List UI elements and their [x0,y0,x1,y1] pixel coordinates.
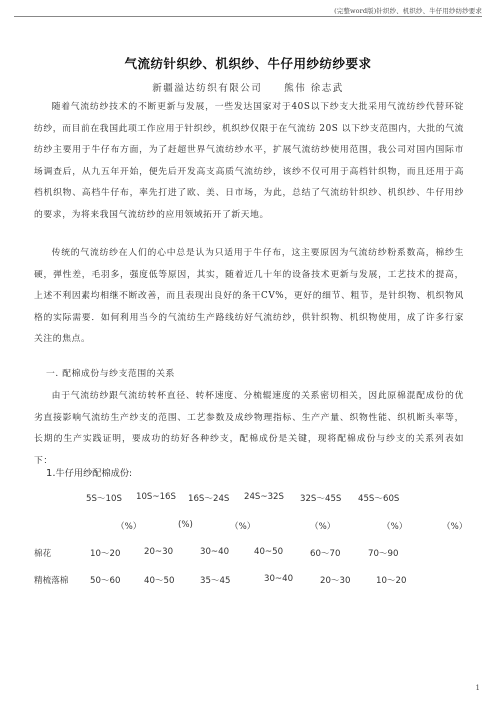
table-unit-cell: （%） [116,522,142,532]
table-row-label: 精梳落棉 [34,576,69,586]
table-range-cell: 16S～24S [188,494,230,504]
table-cell: 40~50 [254,547,284,557]
author-names: 熊伟 徐志武 [284,83,344,94]
table-cell: 10～20 [376,576,407,586]
subheading-number: 1. [46,468,56,479]
section-heading: 一. 配棉成份与纱支范围的关系 [46,369,175,379]
table-unit-cell: （%） [230,522,256,532]
header-rule [14,16,482,17]
table-cell: 10～20 [90,549,121,559]
table-unit-cell: （%） [442,522,468,532]
table-row-label: 棉花 [34,549,52,559]
table-cell: 30~40 [264,574,294,584]
table-range-cell: 32S～45S [300,494,342,504]
table-unit-cell: (%) [178,520,193,530]
table-cell: 40～50 [144,576,175,586]
subheading-text: 牛仔用纱配棉成份: [55,468,133,479]
header-note: (完整word版)针织纱、机织纱、牛仔用纱纺纱要求 [334,7,482,15]
document-title: 气流纺针织纱、机织纱、牛仔用纱纺纱要求 [124,56,372,71]
table-cell: 70～90 [368,549,399,559]
table-cell: 30~40 [200,547,230,557]
table-range-cell: 10S~16S [136,492,176,502]
table-cell: 35～45 [200,576,231,586]
table-range-cell: 45S～60S [358,494,400,504]
table-range-cell: 5S～10S [86,494,122,504]
table-cell: 60～70 [310,549,341,559]
table-cell: 50～60 [90,576,121,586]
authors-line [0,80,496,94]
paragraph-text: 由于气流纺纱跟气流纺转杯直径、转杯速度、分梳辊速度的关系密切相关，因此原棉混配成份的优劣直接影响气流纺生产纱支的范围、工艺参数及成纱物理指标、生产产量、织物性能、织机断头率等，长期的生产实践证明，要成功的纺好各种纱支，配棉成份是关键，现将配棉成份与纱支的关系列表如下： [34,391,464,466]
paragraph-text: 随着气流纺纱技术的不断更新与发展，一些发达国家对于40S以下纱支大批采用气流纺纱代替环锭纺纱，而目前在我国此项工作应用于针织纱，机织纱仅限于在气流纺 20S 以下纱支范围内，大批的气流纺纱主要用于牛仔布方面，为了赶超世界气流纺纱水平，扩展气流纺纱使用范围，我公司对国内国际市场调查后，从九五年开始，便先后开发高支高质气流纺纱，该纱不仅可用于高档针织物，而且还用于高档机织物、高档牛仔布，率先打进了欧、美、日市场，为此，总结了气流纺针织纱、机织纱、牛仔用纱的要求，为将来我国气流纺纱的应用领域拓开了新天地。 [34,102,464,220]
page-number: 1 [475,684,480,692]
paragraph-relation [34,386,464,472]
table-cell: 20~30 [144,547,174,557]
paragraph-text: 传统的气流纺纱在人们的心中总是认为只适用于牛仔布，这主要原因为气流纺纱粉系数高，棉纱生硬，弹性差，毛羽多，强度低等原因，其实，随着近几十年的设备技术更新与发展，工艺技术的提高，上述不利因素均相继不断改善，而且表现出良好的条干CV%，更好的细节、粗节，是针织物、机织物风格的实际需要．如何利用当今的气流纺生产路线纺好气流纺纱，供针织物、机织物使用，成了许多行家关注的焦点。 [34,248,464,345]
author-organization: 新疆溢达纺织有限公司 [152,83,263,94]
table-range-cell: 24S~32S [244,492,284,502]
paragraph-intro [34,97,464,227]
paragraph-traditional [34,243,464,351]
table-unit-cell: （%） [310,522,336,532]
table-cell: 20～30 [320,576,351,586]
table-unit-cell: （%） [382,522,408,532]
subheading [46,465,132,479]
